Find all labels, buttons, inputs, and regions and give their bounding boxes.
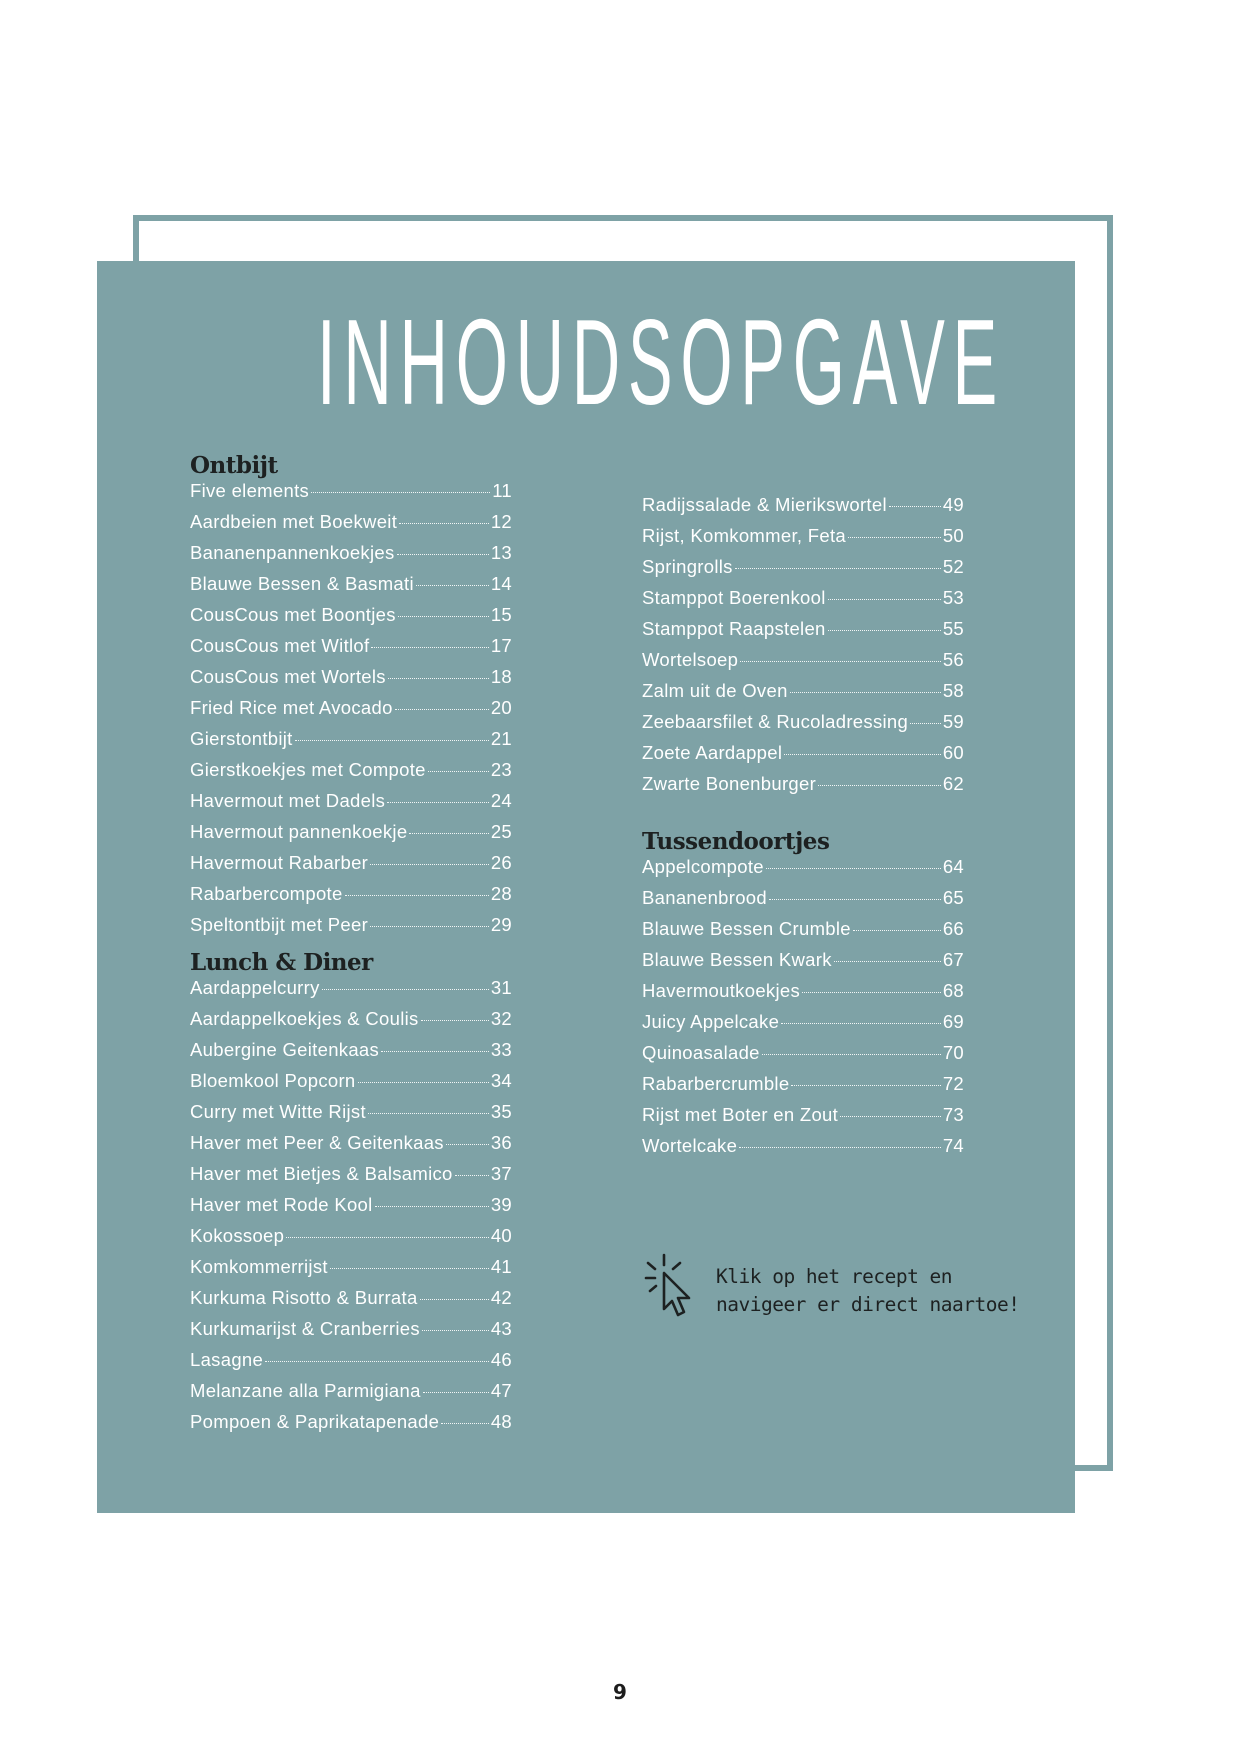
toc-entry-page: 49 xyxy=(942,494,964,515)
toc-entry[interactable] xyxy=(642,556,964,587)
toc-entry-page: 13 xyxy=(490,542,512,563)
toc-entry-title: Kurkuma Risotto & Burrata xyxy=(190,1287,418,1308)
toc-entry-title: Havermoutkoekjes xyxy=(642,980,801,1001)
toc-entry-title: Quinoasalade xyxy=(642,1042,760,1063)
section-heading-ontbijt: Ontbijt xyxy=(190,452,278,479)
toc-entry-title: Haver met Peer & Geitenkaas xyxy=(190,1132,444,1153)
toc-entry-title: CousCous met Witlof xyxy=(190,635,370,656)
dot-leader xyxy=(834,961,941,962)
toc-entry-page: 73 xyxy=(942,1104,964,1125)
navigation-hint-line-2: navigeer er direct naartoe! xyxy=(716,1293,1020,1316)
toc-list-tussendoortjes xyxy=(642,856,964,1166)
toc-entry[interactable] xyxy=(190,1163,512,1194)
toc-entry-page: 33 xyxy=(490,1039,512,1060)
dot-leader xyxy=(781,1023,941,1024)
toc-entry[interactable] xyxy=(642,618,964,649)
toc-entry-title: Zwarte Bonenburger xyxy=(642,773,817,794)
dot-leader xyxy=(802,992,941,993)
toc-entry-page: 52 xyxy=(942,556,964,577)
dot-leader xyxy=(399,523,489,524)
toc-entry-title: Bananenbrood xyxy=(642,887,767,908)
toc-entry-page: 64 xyxy=(942,856,964,877)
toc-entry-title: Bloemkool Popcorn xyxy=(190,1070,356,1091)
toc-entry[interactable] xyxy=(190,790,512,821)
toc-entry-title: Radijssalade & Mierikswortel xyxy=(642,494,887,515)
dot-leader xyxy=(423,1392,489,1393)
dot-leader xyxy=(286,1237,489,1238)
toc-entry-page: 42 xyxy=(490,1287,512,1308)
toc-entry-title: Komkommerrijst xyxy=(190,1256,328,1277)
dot-leader xyxy=(910,723,941,724)
dot-leader xyxy=(428,771,489,772)
toc-entry[interactable] xyxy=(642,773,964,804)
toc-entry-title: Zoete Aardappel xyxy=(642,742,783,763)
toc-entry-page: 53 xyxy=(942,587,964,608)
dot-leader xyxy=(370,926,489,927)
navigation-hint-text xyxy=(716,1263,1056,1319)
dot-leader xyxy=(397,554,489,555)
toc-entry-page: 35 xyxy=(490,1101,512,1122)
toc-entry[interactable] xyxy=(190,1008,512,1039)
toc-entry-title: Stamppot Raapstelen xyxy=(642,618,826,639)
navigation-hint-line-1: Klik op het recept en xyxy=(716,1265,953,1288)
toc-column-right xyxy=(642,494,964,1166)
toc-entry-title: Kurkumarijst & Cranberries xyxy=(190,1318,420,1339)
toc-entry-page: 14 xyxy=(490,573,512,594)
toc-entry[interactable] xyxy=(190,1411,512,1442)
toc-entry-page: 56 xyxy=(942,649,964,670)
dot-leader xyxy=(421,1020,489,1021)
dot-leader xyxy=(828,630,941,631)
toc-entry-page: 12 xyxy=(490,511,512,532)
toc-entry[interactable] xyxy=(642,949,964,980)
toc-entry[interactable] xyxy=(190,883,512,914)
dot-leader xyxy=(790,692,941,693)
section-heading-lunch-diner: Lunch & Diner xyxy=(190,949,373,976)
toc-entry-page: 25 xyxy=(490,821,512,842)
toc-entry[interactable] xyxy=(190,635,512,666)
toc-entry-page: 26 xyxy=(490,852,512,873)
dot-leader xyxy=(311,492,490,493)
toc-entry-page: 48 xyxy=(490,1411,512,1432)
dot-leader xyxy=(766,868,941,869)
toc-entry-page: 70 xyxy=(942,1042,964,1063)
toc-entry-title: Melanzane alla Parmigiana xyxy=(190,1380,421,1401)
dot-leader xyxy=(762,1054,941,1055)
dot-leader xyxy=(395,709,489,710)
toc-entry-page: 41 xyxy=(490,1256,512,1277)
dot-leader xyxy=(416,585,489,586)
page-title: INHOUDSOPGAVE xyxy=(317,294,1005,430)
toc-entry[interactable] xyxy=(190,759,512,790)
toc-entry[interactable] xyxy=(190,1225,512,1256)
toc-entry-page: 68 xyxy=(942,980,964,1001)
toc-entry[interactable] xyxy=(190,697,512,728)
toc-entry[interactable] xyxy=(190,1287,512,1318)
dot-leader xyxy=(446,1144,489,1145)
dot-leader xyxy=(398,616,489,617)
dot-leader xyxy=(828,599,941,600)
toc-entry[interactable] xyxy=(642,494,964,525)
toc-entry-page: 20 xyxy=(490,697,512,718)
toc-entry-title: Aubergine Geitenkaas xyxy=(190,1039,380,1060)
dot-leader xyxy=(388,678,489,679)
toc-entry-page: 66 xyxy=(942,918,964,939)
toc-entry[interactable] xyxy=(190,977,512,1008)
dot-leader xyxy=(330,1268,489,1269)
toc-entry-page: 46 xyxy=(490,1349,512,1370)
section-heading-tussendoortjes: Tussendoortjes xyxy=(642,828,830,855)
dot-leader xyxy=(368,1113,489,1114)
toc-entry-title: Havermout met Dadels xyxy=(190,790,386,811)
toc-entry-title: Gierstontbijt xyxy=(190,728,293,749)
toc-entry-title: Rijst, Komkommer, Feta xyxy=(642,525,846,546)
dot-leader xyxy=(818,785,941,786)
toc-entry-page: 37 xyxy=(490,1163,512,1184)
toc-entry[interactable] xyxy=(190,604,512,635)
toc-entry-title: Wortelsoep xyxy=(642,649,739,670)
toc-entry[interactable] xyxy=(190,852,512,883)
toc-entry-page: 34 xyxy=(490,1070,512,1091)
toc-entry-title: Gierstkoekjes met Compote xyxy=(190,759,426,780)
cursor-click-icon xyxy=(642,1251,698,1323)
dot-leader xyxy=(769,899,941,900)
toc-entry-title: Aardappelkoekjes & Coulis xyxy=(190,1008,419,1029)
toc-entry[interactable] xyxy=(190,1070,512,1101)
toc-entry-page: 74 xyxy=(942,1135,964,1156)
dot-leader xyxy=(889,506,941,507)
toc-panel xyxy=(97,261,1075,1513)
toc-entry[interactable] xyxy=(642,711,964,742)
dot-leader xyxy=(441,1423,489,1424)
dot-leader xyxy=(345,895,489,896)
toc-entry-title: Havermout pannenkoekje xyxy=(190,821,408,842)
toc-entry[interactable] xyxy=(642,587,964,618)
toc-entry-page: 23 xyxy=(490,759,512,780)
toc-entry[interactable] xyxy=(642,1042,964,1073)
toc-entry-title: Zeebaarsfilet & Rucoladressing xyxy=(642,711,909,732)
toc-entry-page: 39 xyxy=(490,1194,512,1215)
dot-leader xyxy=(791,1085,940,1086)
dot-leader xyxy=(740,661,941,662)
toc-entry-title: CousCous met Wortels xyxy=(190,666,386,687)
toc-entry[interactable] xyxy=(190,1101,512,1132)
toc-entry[interactable] xyxy=(190,1039,512,1070)
toc-entry[interactable] xyxy=(190,573,512,604)
toc-entry[interactable] xyxy=(190,1318,512,1349)
toc-entry-title: Zalm uit de Oven xyxy=(642,680,788,701)
dot-leader xyxy=(371,647,488,648)
toc-entry-title: Aardbeien met Boekweit xyxy=(190,511,398,532)
toc-entry-title: Five elements xyxy=(190,480,310,501)
toc-entry[interactable] xyxy=(642,742,964,773)
toc-entry[interactable] xyxy=(642,1073,964,1104)
toc-entry[interactable] xyxy=(190,728,512,759)
toc-entry-title: Rabarbercompote xyxy=(190,883,343,904)
toc-entry-title: Haver met Rode Kool xyxy=(190,1194,373,1215)
toc-entry-page: 15 xyxy=(490,604,512,625)
page-number: 9 xyxy=(613,1680,627,1704)
toc-entry-title: Curry met Witte Rijst xyxy=(190,1101,366,1122)
toc-entry-title: Rabarbercrumble xyxy=(642,1073,790,1094)
dot-leader xyxy=(370,864,489,865)
dot-leader xyxy=(295,740,489,741)
toc-entry-title: Wortelcake xyxy=(642,1135,738,1156)
toc-entry-page: 24 xyxy=(490,790,512,811)
dot-leader xyxy=(848,537,941,538)
toc-entry-page: 32 xyxy=(490,1008,512,1029)
toc-entry-title: Fried Rice met Avocado xyxy=(190,697,393,718)
toc-entry[interactable] xyxy=(190,1380,512,1411)
toc-entry[interactable] xyxy=(190,666,512,697)
toc-entry-page: 69 xyxy=(942,1011,964,1032)
toc-entry[interactable] xyxy=(642,1104,964,1135)
toc-entry[interactable] xyxy=(642,1011,964,1042)
toc-entry[interactable] xyxy=(190,1256,512,1287)
dot-leader xyxy=(422,1330,489,1331)
toc-entry-title: Bananenpannenkoekjes xyxy=(190,542,395,563)
toc-entry[interactable] xyxy=(190,480,512,511)
toc-entry[interactable] xyxy=(190,511,512,542)
toc-entry[interactable] xyxy=(642,980,964,1011)
toc-entry-page: 40 xyxy=(490,1225,512,1246)
toc-entry-page: 31 xyxy=(490,977,512,998)
toc-entry[interactable] xyxy=(642,649,964,680)
toc-entry-page: 67 xyxy=(942,949,964,970)
toc-column-left xyxy=(190,452,512,1442)
toc-list-lunch-diner xyxy=(190,977,512,1442)
toc-entry-page: 65 xyxy=(942,887,964,908)
dot-leader xyxy=(322,989,489,990)
toc-entry[interactable] xyxy=(642,918,964,949)
toc-entry-title: Speltontbijt met Peer xyxy=(190,914,369,935)
toc-entry-page: 36 xyxy=(490,1132,512,1153)
toc-entry[interactable] xyxy=(642,1135,964,1166)
toc-entry-title: Pompoen & Paprikatapenade xyxy=(190,1411,440,1432)
toc-entry-page: 55 xyxy=(942,618,964,639)
toc-list-ontbijt xyxy=(190,480,512,945)
toc-entry-page: 29 xyxy=(490,914,512,935)
toc-entry-title: Juicy Appelcake xyxy=(642,1011,780,1032)
navigation-hint xyxy=(642,1251,1062,1341)
dot-leader xyxy=(420,1299,489,1300)
dot-leader xyxy=(358,1082,489,1083)
toc-list-lunch-diner-continued xyxy=(642,494,964,804)
dot-leader xyxy=(735,568,941,569)
toc-entry-page: 58 xyxy=(942,680,964,701)
dot-leader xyxy=(455,1175,489,1176)
toc-entry[interactable] xyxy=(190,1194,512,1225)
toc-entry-title: Kokossoep xyxy=(190,1225,285,1246)
toc-entry[interactable] xyxy=(190,1349,512,1380)
toc-entry-page: 60 xyxy=(942,742,964,763)
toc-entry-title: CousCous met Boontjes xyxy=(190,604,396,625)
toc-entry-title: Blauwe Bessen & Basmati xyxy=(190,573,414,594)
toc-entry-title: Blauwe Bessen Kwark xyxy=(642,949,832,970)
toc-entry-title: Aardappelcurry xyxy=(190,977,320,998)
toc-entry-title: Appelcompote xyxy=(642,856,764,877)
dot-leader xyxy=(375,1206,489,1207)
toc-entry[interactable] xyxy=(642,887,964,918)
dot-leader xyxy=(381,1051,489,1052)
toc-entry-page: 17 xyxy=(490,635,512,656)
dot-leader xyxy=(265,1361,489,1362)
dot-leader xyxy=(739,1147,941,1148)
toc-entry-title: Rijst met Boter en Zout xyxy=(642,1104,839,1125)
toc-entry-page: 72 xyxy=(942,1073,964,1094)
toc-entry-page: 62 xyxy=(942,773,964,794)
toc-entry[interactable] xyxy=(642,525,964,556)
toc-entry-page: 59 xyxy=(942,711,964,732)
toc-entry-page: 21 xyxy=(490,728,512,749)
toc-entry-page: 43 xyxy=(490,1318,512,1339)
toc-entry-page: 18 xyxy=(490,666,512,687)
toc-entry-title: Springrolls xyxy=(642,556,733,577)
toc-entry[interactable] xyxy=(642,856,964,887)
toc-entry-page: 50 xyxy=(942,525,964,546)
dot-leader xyxy=(784,754,941,755)
toc-entry-title: Havermout Rabarber xyxy=(190,852,369,873)
toc-entry-title: Blauwe Bessen Crumble xyxy=(642,918,851,939)
toc-entry[interactable] xyxy=(190,914,512,945)
dot-leader xyxy=(409,833,488,834)
toc-entry-page: 28 xyxy=(490,883,512,904)
toc-entry-title: Stamppot Boerenkool xyxy=(642,587,826,608)
toc-entry-page: 47 xyxy=(490,1380,512,1401)
toc-entry[interactable] xyxy=(642,680,964,711)
toc-entry-title: Haver met Bietjes & Balsamico xyxy=(190,1163,453,1184)
toc-entry[interactable] xyxy=(190,1132,512,1163)
dot-leader xyxy=(840,1116,941,1117)
toc-entry[interactable] xyxy=(190,542,512,573)
dot-leader xyxy=(387,802,489,803)
dot-leader xyxy=(853,930,941,931)
toc-entry-title: Lasagne xyxy=(190,1349,264,1370)
toc-entry-page: 11 xyxy=(492,480,512,501)
toc-entry[interactable] xyxy=(190,821,512,852)
